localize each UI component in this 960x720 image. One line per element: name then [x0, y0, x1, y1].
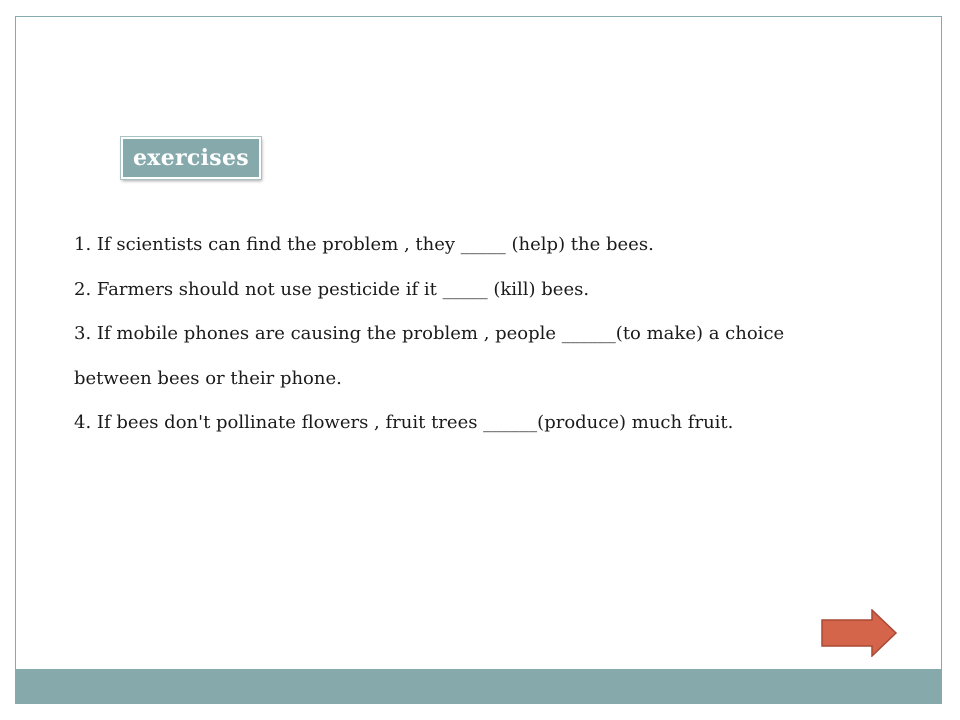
exercise-item-2: 2. Farmers should not use pesticide if it _____ (kill) bees.: [74, 278, 590, 300]
exercise-list: [74, 223, 834, 446]
exercise-item-3: 3. If mobile phones are causing the problem , people ______(to make) a choice between bees or their phone.: [74, 323, 785, 389]
exercise-item-4: 4. If bees don't pollinate flowers , fruit trees ______(produce) much fruit.: [74, 412, 734, 433]
slide: [15, 16, 942, 704]
right-arrow-icon[interactable]: [820, 609, 898, 657]
footer-bar: [16, 669, 941, 703]
exercises-badge: exercises: [121, 137, 261, 179]
exercise-item-1: 1. If scientists can find the problem , they _____ (help) the bees.: [74, 234, 654, 255]
